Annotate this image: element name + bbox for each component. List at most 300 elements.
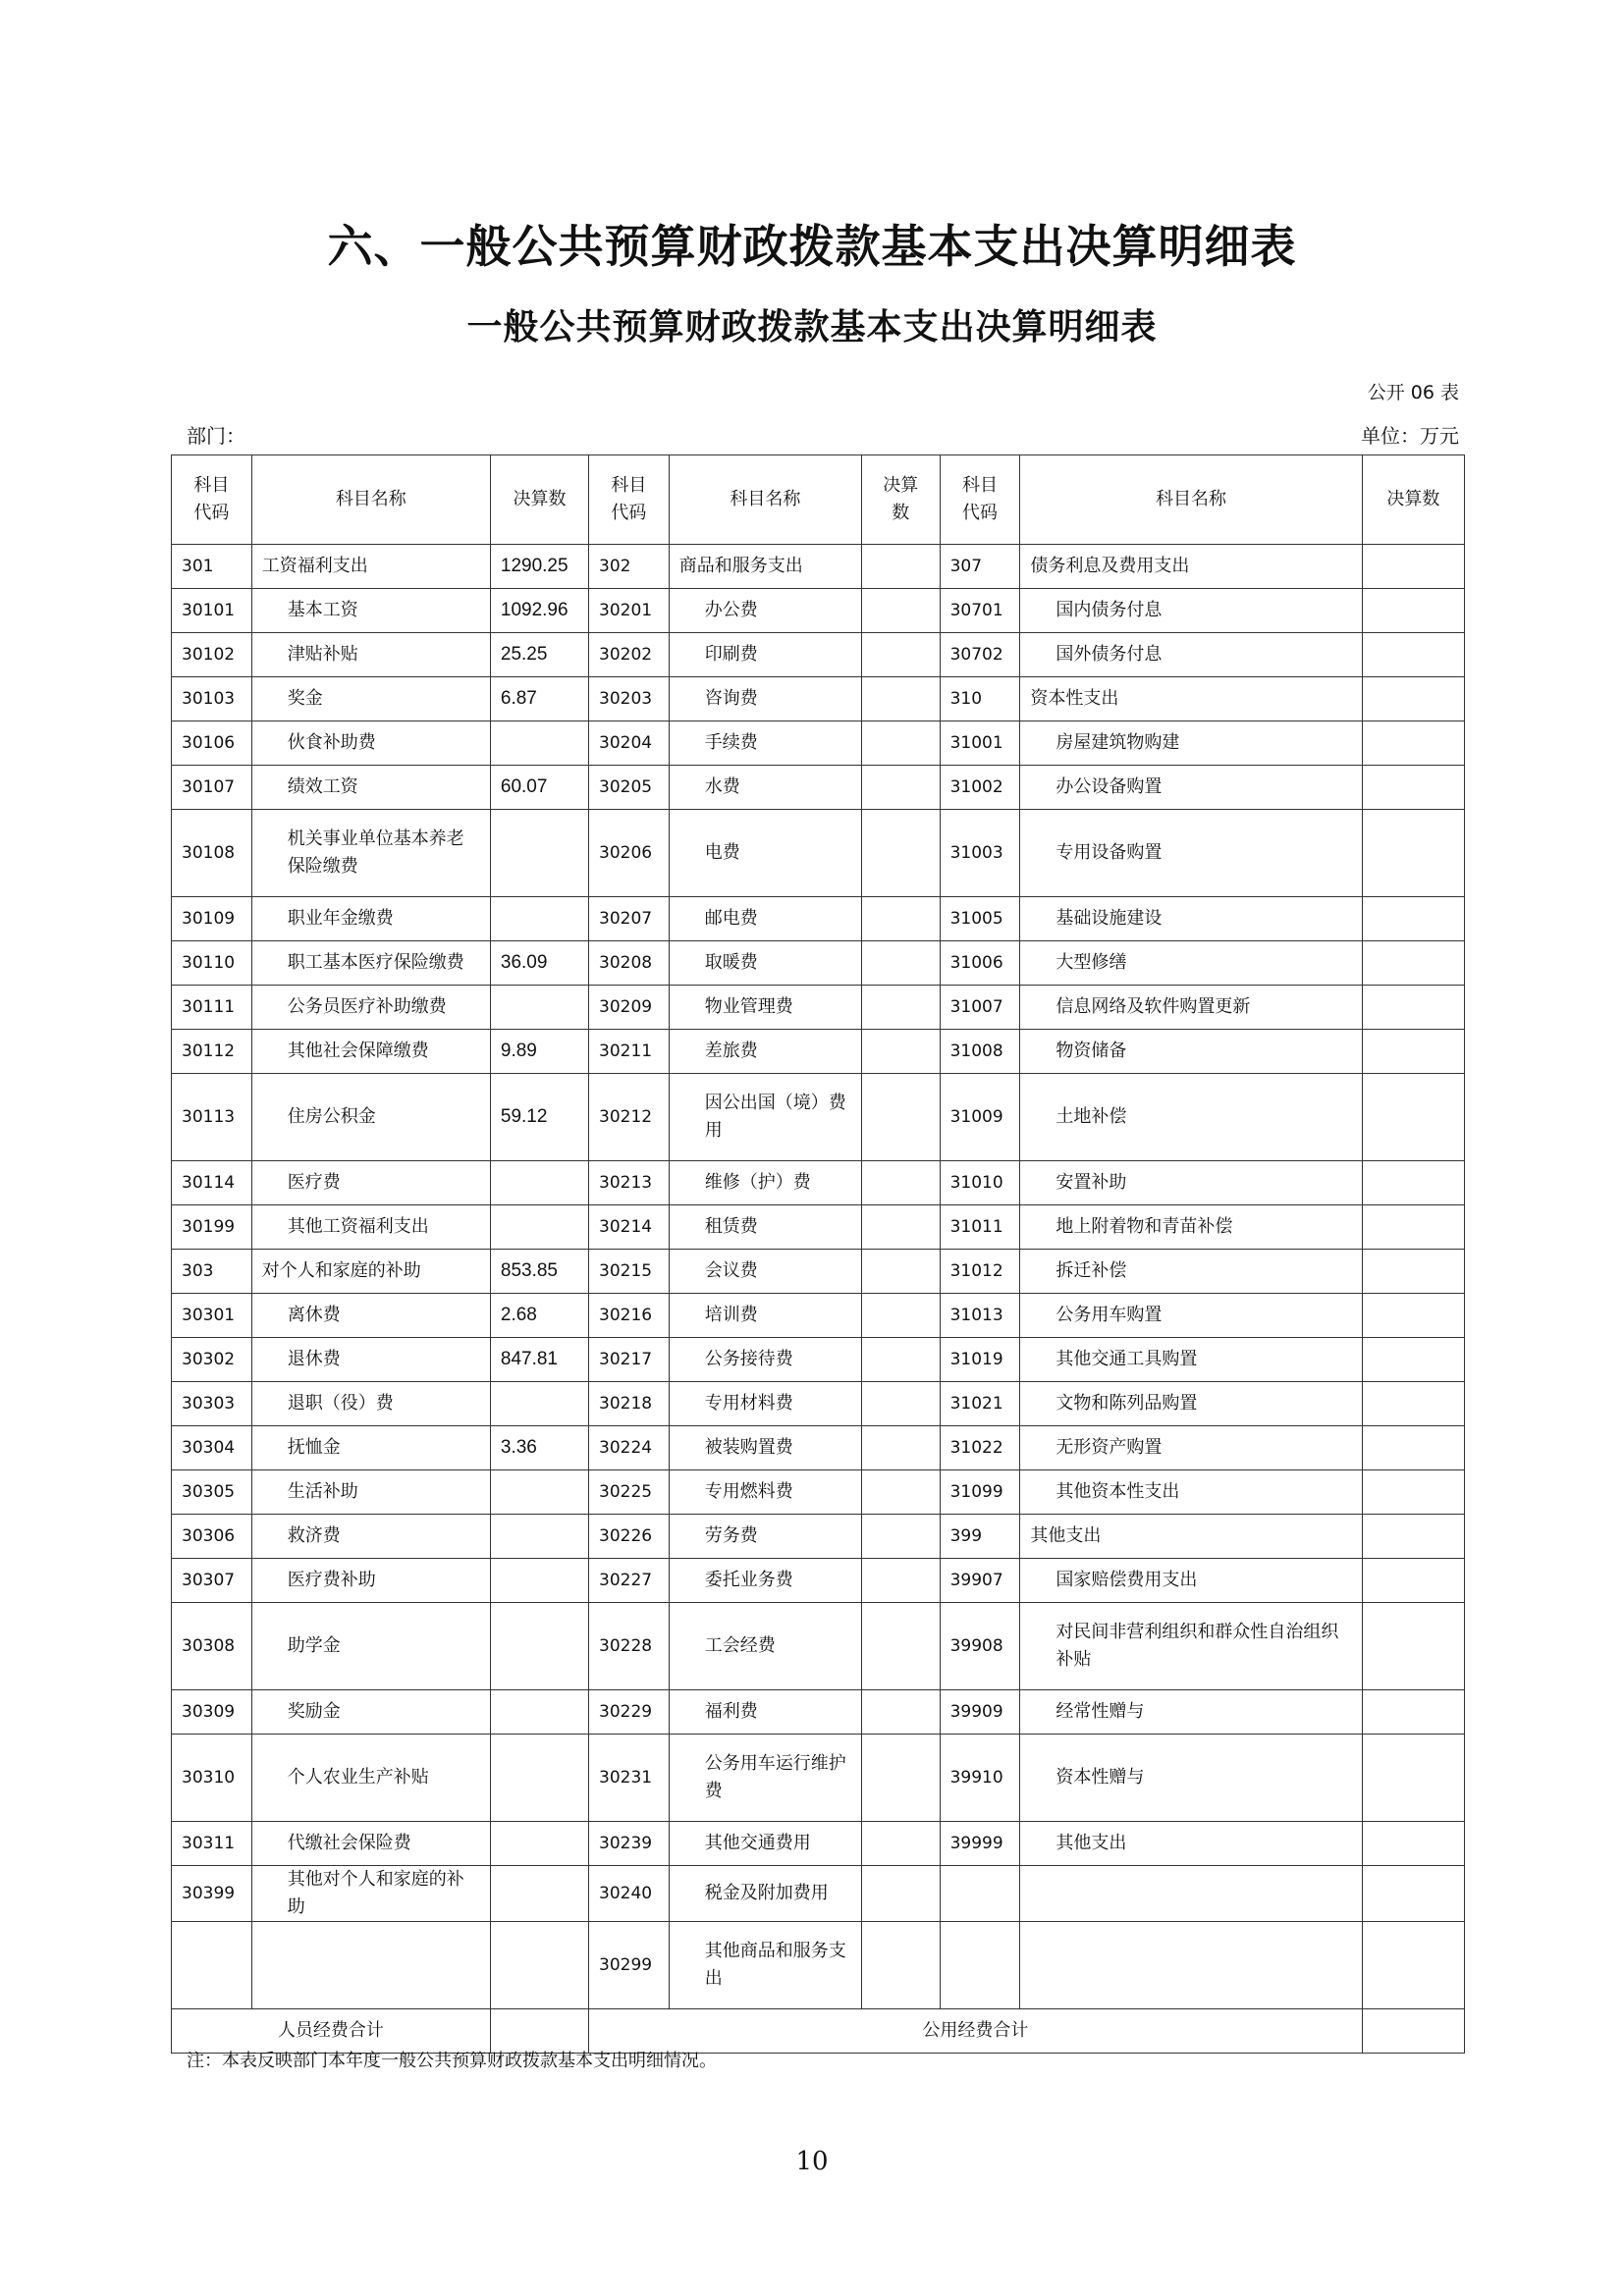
code-cell: 31002 (940, 766, 1020, 810)
amount-cell (1362, 677, 1464, 721)
name-cell: 医疗费补助 (251, 1559, 490, 1603)
amount-cell: 1092.96 (490, 589, 588, 633)
amount-cell (1362, 1161, 1464, 1205)
amount-cell (1362, 1690, 1464, 1735)
table-row (172, 1735, 1465, 1822)
page-title: 六、一般公共预算财政拨款基本支出决算明细表 (327, 220, 1297, 273)
name-cell: 商品和服务支出 (669, 545, 861, 589)
amount-cell (1362, 1382, 1464, 1426)
amount-cell (1362, 986, 1464, 1030)
header-row (172, 455, 1465, 545)
code-cell: 31022 (940, 1426, 1020, 1470)
name-cell: 专用设备购置 (1020, 810, 1362, 897)
table-title: 一般公共预算财政拨款基本支出决算明细表 (466, 306, 1158, 347)
code-cell: 30225 (589, 1470, 670, 1515)
name-cell: 水费 (669, 766, 861, 810)
amount-cell: 1290.25 (490, 545, 588, 589)
name-cell: 物资储备 (1020, 1030, 1362, 1074)
table-row (172, 1294, 1465, 1338)
table-row (172, 1515, 1465, 1559)
code-cell: 30216 (589, 1294, 670, 1338)
code-cell: 30226 (589, 1515, 670, 1559)
code-cell (172, 1921, 252, 2008)
table-row (172, 810, 1465, 897)
name-cell: 委托业务费 (669, 1559, 861, 1603)
name-cell: 培训费 (669, 1294, 861, 1338)
name-cell: 津贴补贴 (251, 633, 490, 677)
amount-cell (861, 721, 940, 766)
amount-cell (490, 1470, 588, 1515)
header-name-3: 科目名称 (1020, 455, 1362, 545)
code-cell: 30311 (172, 1822, 252, 1866)
code-cell: 30211 (589, 1030, 670, 1074)
amount-cell (861, 1603, 940, 1690)
amount-cell: 36.09 (490, 941, 588, 986)
name-cell: 办公费 (669, 589, 861, 633)
name-cell: 租赁费 (669, 1205, 861, 1250)
name-cell (1020, 1921, 1362, 2008)
header-name-1: 科目名称 (251, 455, 490, 545)
code-cell: 30106 (172, 721, 252, 766)
name-cell: 救济费 (251, 1515, 490, 1559)
name-cell: 奖励金 (251, 1690, 490, 1735)
name-cell: 其他交通工具购置 (1020, 1338, 1362, 1382)
code-cell: 31010 (940, 1161, 1020, 1205)
amount-cell (1362, 1074, 1464, 1161)
code-cell: 310 (940, 677, 1020, 721)
code-cell: 30239 (589, 1822, 670, 1866)
code-cell: 30202 (589, 633, 670, 677)
amount-cell (861, 1161, 940, 1205)
name-cell: 代缴社会保险费 (251, 1822, 490, 1866)
name-cell: 拆迁补偿 (1020, 1250, 1362, 1294)
code-cell: 30201 (589, 589, 670, 633)
code-cell: 30101 (172, 589, 252, 633)
amount-cell (1362, 721, 1464, 766)
amount-cell (861, 941, 940, 986)
name-cell: 基础设施建设 (1020, 897, 1362, 941)
name-cell: 差旅费 (669, 1030, 861, 1074)
amount-cell (1362, 1470, 1464, 1515)
code-cell: 30111 (172, 986, 252, 1030)
page-number: 10 (795, 2147, 829, 2176)
amount-cell (861, 986, 940, 1030)
name-cell: 取暖费 (669, 941, 861, 986)
department-label: 部门： (187, 424, 245, 448)
code-cell: 31011 (940, 1205, 1020, 1250)
name-cell: 土地补偿 (1020, 1074, 1362, 1161)
amount-cell: 847.81 (490, 1338, 588, 1382)
amount-cell (1362, 1426, 1464, 1470)
amount-cell (490, 1735, 588, 1822)
name-cell: 专用材料费 (669, 1382, 861, 1426)
name-cell: 工会经费 (669, 1603, 861, 1690)
name-cell: 其他资本性支出 (1020, 1470, 1362, 1515)
code-cell: 307 (940, 545, 1020, 589)
name-cell: 职工基本医疗保险缴费 (251, 941, 490, 986)
name-cell: 福利费 (669, 1690, 861, 1735)
name-cell: 奖金 (251, 677, 490, 721)
amount-cell (861, 589, 940, 633)
public-total-label: 公用经费合计 (589, 2008, 1363, 2053)
name-cell: 住房公积金 (251, 1074, 490, 1161)
amount-cell (861, 1338, 940, 1382)
table-row (172, 1074, 1465, 1161)
name-cell: 对个人和家庭的补助 (251, 1250, 490, 1294)
amount-cell (861, 1559, 940, 1603)
code-cell: 302 (589, 545, 670, 589)
code-cell: 31012 (940, 1250, 1020, 1294)
code-cell: 30213 (589, 1161, 670, 1205)
code-cell: 301 (172, 545, 252, 589)
amount-cell (490, 1822, 588, 1866)
amount-cell (1362, 589, 1464, 633)
name-cell: 经常性赠与 (1020, 1690, 1362, 1735)
code-cell: 31008 (940, 1030, 1020, 1074)
amount-cell (490, 897, 588, 941)
table-row (172, 1338, 1465, 1382)
amount-cell (861, 633, 940, 677)
name-cell: 个人农业生产补贴 (251, 1735, 490, 1822)
code-cell: 30108 (172, 810, 252, 897)
amount-cell (861, 1822, 940, 1866)
header-amount-2: 决算 数 (861, 455, 940, 545)
code-cell: 30102 (172, 633, 252, 677)
code-cell: 30217 (589, 1338, 670, 1382)
code-cell: 30308 (172, 1603, 252, 1690)
code-cell: 31009 (940, 1074, 1020, 1161)
name-cell: 电费 (669, 810, 861, 897)
code-cell: 30299 (589, 1921, 670, 2008)
name-cell: 其他工资福利支出 (251, 1205, 490, 1250)
code-cell: 30203 (589, 677, 670, 721)
code-cell: 31005 (940, 897, 1020, 941)
name-cell: 机关事业单位基本养老保险缴费 (251, 810, 490, 897)
name-cell: 生活补助 (251, 1470, 490, 1515)
table-row (172, 1205, 1465, 1250)
code-cell: 39999 (940, 1822, 1020, 1866)
code-cell: 30702 (940, 633, 1020, 677)
code-cell: 39910 (940, 1735, 1020, 1822)
code-cell: 399 (940, 1515, 1020, 1559)
amount-cell (490, 810, 588, 897)
code-cell: 30307 (172, 1559, 252, 1603)
code-cell: 30302 (172, 1338, 252, 1382)
code-cell: 39908 (940, 1603, 1020, 1690)
amount-cell (861, 1470, 940, 1515)
code-cell: 30113 (172, 1074, 252, 1161)
name-cell: 国外债务付息 (1020, 633, 1362, 677)
amount-cell: 59.12 (490, 1074, 588, 1161)
name-cell: 国内债务付息 (1020, 589, 1362, 633)
name-cell: 安置补助 (1020, 1161, 1362, 1205)
code-cell: 30208 (589, 941, 670, 986)
amount-cell (490, 986, 588, 1030)
amount-cell (861, 1205, 940, 1250)
name-cell: 大型修缮 (1020, 941, 1362, 986)
amount-cell (1362, 1205, 1464, 1250)
amount-cell (490, 1382, 588, 1426)
name-cell: 其他支出 (1020, 1822, 1362, 1866)
code-cell: 30218 (589, 1382, 670, 1426)
amount-cell (490, 1559, 588, 1603)
amount-cell (1362, 1735, 1464, 1822)
amount-cell (861, 1866, 940, 1922)
code-cell (940, 1866, 1020, 1922)
amount-cell: 853.85 (490, 1250, 588, 1294)
code-cell: 30114 (172, 1161, 252, 1205)
public-total-value (1362, 2008, 1464, 2053)
code-cell: 30214 (589, 1205, 670, 1250)
code-cell: 303 (172, 1250, 252, 1294)
table-row (172, 721, 1465, 766)
name-cell: 无形资产购置 (1020, 1426, 1362, 1470)
name-cell: 会议费 (669, 1250, 861, 1294)
amount-cell: 6.87 (490, 677, 588, 721)
amount-cell (861, 1515, 940, 1559)
amount-cell (1362, 1603, 1464, 1690)
amount-cell (1362, 1822, 1464, 1866)
table-row (172, 589, 1465, 633)
code-cell: 30224 (589, 1426, 670, 1470)
name-cell: 职业年金缴费 (251, 897, 490, 941)
amount-cell: 25.25 (490, 633, 588, 677)
table-row (172, 1603, 1465, 1690)
name-cell: 房屋建筑物购建 (1020, 721, 1362, 766)
unit-label: 单位：万元 (1361, 424, 1459, 448)
code-cell: 30103 (172, 677, 252, 721)
amount-cell (490, 721, 588, 766)
name-cell: 公务员医疗补助缴费 (251, 986, 490, 1030)
amount-cell (861, 677, 940, 721)
amount-cell (1362, 1338, 1464, 1382)
table-row (172, 1382, 1465, 1426)
name-cell: 资本性赠与 (1020, 1735, 1362, 1822)
amount-cell: 3.36 (490, 1426, 588, 1470)
name-cell: 信息网络及软件购置更新 (1020, 986, 1362, 1030)
amount-cell (1362, 1921, 1464, 2008)
code-cell (940, 1921, 1020, 2008)
name-cell: 退职（役）费 (251, 1382, 490, 1426)
amount-cell (490, 1161, 588, 1205)
name-cell: 公务用车运行维护费 (669, 1735, 861, 1822)
amount-cell (861, 1690, 940, 1735)
amount-cell (1362, 897, 1464, 941)
header-amount-1: 决算数 (490, 455, 588, 545)
name-cell: 助学金 (251, 1603, 490, 1690)
amount-cell (861, 1735, 940, 1822)
code-cell: 31021 (940, 1382, 1020, 1426)
name-cell: 对民间非营利组织和群众性自治组织补贴 (1020, 1603, 1362, 1690)
amount-cell (1362, 545, 1464, 589)
amount-cell (490, 1921, 588, 2008)
amount-cell (490, 1205, 588, 1250)
code-cell: 31099 (940, 1470, 1020, 1515)
code-cell: 30109 (172, 897, 252, 941)
form-number: 公开 06 表 (1367, 382, 1459, 403)
table-row (172, 1161, 1465, 1205)
name-cell: 退休费 (251, 1338, 490, 1382)
name-cell: 国家赔偿费用支出 (1020, 1559, 1362, 1603)
header-code-2: 科目 代码 (589, 455, 670, 545)
personnel-total-label: 人员经费合计 (172, 2008, 491, 2053)
name-cell: 物业管理费 (669, 986, 861, 1030)
header-code-1: 科目 代码 (172, 455, 252, 545)
table-row (172, 1030, 1465, 1074)
table-row (172, 1921, 1465, 2008)
code-cell: 31013 (940, 1294, 1020, 1338)
table-row (172, 1250, 1465, 1294)
code-cell: 30215 (589, 1250, 670, 1294)
code-cell: 31003 (940, 810, 1020, 897)
code-cell: 30309 (172, 1690, 252, 1735)
amount-cell (861, 1074, 940, 1161)
code-cell: 30240 (589, 1866, 670, 1922)
table-row (172, 766, 1465, 810)
name-cell: 伙食补助费 (251, 721, 490, 766)
amount-cell (861, 1382, 940, 1426)
amount-cell (1362, 1515, 1464, 1559)
code-cell: 30204 (589, 721, 670, 766)
header-amount-3: 决算数 (1362, 455, 1464, 545)
amount-cell (490, 1866, 588, 1922)
code-cell: 39907 (940, 1559, 1020, 1603)
code-cell: 30229 (589, 1690, 670, 1735)
name-cell: 公务接待费 (669, 1338, 861, 1382)
code-cell: 30112 (172, 1030, 252, 1074)
name-cell: 税金及附加费用 (669, 1866, 861, 1922)
name-cell: 印刷费 (669, 633, 861, 677)
name-cell: 资本性支出 (1020, 677, 1362, 721)
amount-cell: 2.68 (490, 1294, 588, 1338)
code-cell: 31019 (940, 1338, 1020, 1382)
code-cell: 30303 (172, 1382, 252, 1426)
code-cell: 30701 (940, 589, 1020, 633)
amount-cell (1362, 1866, 1464, 1922)
amount-cell (490, 1515, 588, 1559)
name-cell: 工资福利支出 (251, 545, 490, 589)
name-cell: 咨询费 (669, 677, 861, 721)
table-row (172, 1866, 1465, 1922)
amount-cell (1362, 766, 1464, 810)
name-cell: 公务用车购置 (1020, 1294, 1362, 1338)
table-row (172, 545, 1465, 589)
code-cell: 30227 (589, 1559, 670, 1603)
name-cell (251, 1921, 490, 2008)
amount-cell (861, 1250, 940, 1294)
name-cell: 文物和陈列品购置 (1020, 1382, 1362, 1426)
name-cell: 手续费 (669, 721, 861, 766)
code-cell: 30206 (589, 810, 670, 897)
code-cell: 31007 (940, 986, 1020, 1030)
table-row (172, 1822, 1465, 1866)
amount-cell (1362, 1250, 1464, 1294)
amount-cell (1362, 633, 1464, 677)
code-cell: 30304 (172, 1426, 252, 1470)
code-cell: 31001 (940, 721, 1020, 766)
name-cell: 离休费 (251, 1294, 490, 1338)
table-row (172, 677, 1465, 721)
name-cell: 劳务费 (669, 1515, 861, 1559)
code-cell: 30228 (589, 1603, 670, 1690)
table-row (172, 941, 1465, 986)
name-cell: 基本工资 (251, 589, 490, 633)
code-cell: 30199 (172, 1205, 252, 1250)
code-cell: 30310 (172, 1735, 252, 1822)
amount-cell (1362, 1559, 1464, 1603)
code-cell: 30231 (589, 1735, 670, 1822)
name-cell: 债务利息及费用支出 (1020, 545, 1362, 589)
amount-cell (861, 1921, 940, 2008)
name-cell: 医疗费 (251, 1161, 490, 1205)
header-code-3: 科目 代码 (940, 455, 1020, 545)
name-cell: 被装购置费 (669, 1426, 861, 1470)
name-cell: 绩效工资 (251, 766, 490, 810)
code-cell: 30107 (172, 766, 252, 810)
name-cell: 地上附着物和青苗补偿 (1020, 1205, 1362, 1250)
name-cell: 其他社会保障缴费 (251, 1030, 490, 1074)
name-cell: 其他商品和服务支出 (669, 1921, 861, 2008)
amount-cell (1362, 810, 1464, 897)
amount-cell (861, 545, 940, 589)
code-cell: 30399 (172, 1866, 252, 1922)
expenditure-table (171, 454, 1465, 2054)
name-cell: 因公出国（境）费用 (669, 1074, 861, 1161)
name-cell: 抚恤金 (251, 1426, 490, 1470)
code-cell: 31006 (940, 941, 1020, 986)
amount-cell (861, 1030, 940, 1074)
header-name-2: 科目名称 (669, 455, 861, 545)
name-cell (1020, 1866, 1362, 1922)
name-cell: 其他对个人和家庭的补助 (251, 1866, 490, 1922)
amount-cell (861, 1294, 940, 1338)
amount-cell: 60.07 (490, 766, 588, 810)
table-row (172, 1426, 1465, 1470)
table-row (172, 1690, 1465, 1735)
code-cell: 30110 (172, 941, 252, 986)
amount-cell (861, 810, 940, 897)
amount-cell: 9.89 (490, 1030, 588, 1074)
table-row (172, 633, 1465, 677)
amount-cell (1362, 941, 1464, 986)
name-cell: 其他支出 (1020, 1515, 1362, 1559)
code-cell: 30306 (172, 1515, 252, 1559)
amount-cell (1362, 1294, 1464, 1338)
amount-cell (861, 766, 940, 810)
amount-cell (490, 1690, 588, 1735)
name-cell: 维修（护）费 (669, 1161, 861, 1205)
code-cell: 30212 (589, 1074, 670, 1161)
name-cell: 其他交通费用 (669, 1822, 861, 1866)
code-cell: 39909 (940, 1690, 1020, 1735)
name-cell: 办公设备购置 (1020, 766, 1362, 810)
amount-cell (861, 897, 940, 941)
code-cell: 30207 (589, 897, 670, 941)
code-cell: 30209 (589, 986, 670, 1030)
amount-cell (490, 1603, 588, 1690)
table-row (172, 1470, 1465, 1515)
code-cell: 30301 (172, 1294, 252, 1338)
code-cell: 30205 (589, 766, 670, 810)
code-cell: 30305 (172, 1470, 252, 1515)
table-row (172, 986, 1465, 1030)
table-row (172, 1559, 1465, 1603)
name-cell: 专用燃料费 (669, 1470, 861, 1515)
footnote: 注：本表反映部门本年度一般公共预算财政拨款基本支出明细情况。 (187, 2051, 717, 2071)
table-row (172, 897, 1465, 941)
name-cell: 邮电费 (669, 897, 861, 941)
amount-cell (1362, 1030, 1464, 1074)
